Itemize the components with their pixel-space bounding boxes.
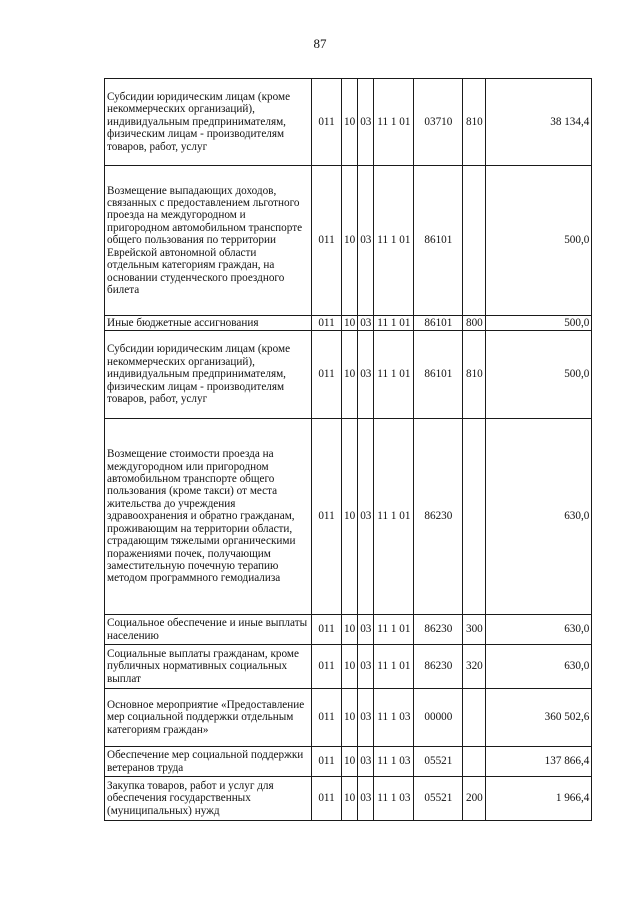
subsection-code: 03 [358, 166, 374, 316]
amount: 500,0 [486, 316, 592, 331]
program-code: 11 1 01 [374, 166, 414, 316]
ministry-code: 011 [312, 419, 342, 615]
table-row [105, 166, 592, 316]
table-row [105, 645, 592, 689]
expense-type-code: 200 [463, 777, 486, 821]
ministry-code: 011 [312, 689, 342, 747]
section-code: 10 [342, 645, 358, 689]
ministry-code: 011 [312, 166, 342, 316]
budget-table [104, 78, 592, 821]
section-code: 10 [342, 419, 358, 615]
program-code: 11 1 01 [374, 419, 414, 615]
subsection-code: 03 [358, 419, 374, 615]
table-row [105, 777, 592, 821]
amount: 630,0 [486, 615, 592, 645]
program-code: 11 1 03 [374, 777, 414, 821]
program-code: 11 1 03 [374, 689, 414, 747]
subsection-code: 03 [358, 615, 374, 645]
row-name: Возмещение стоимости проезда на междугородном или пригородном автомобильном транспорте общего пользования (кроме такси) от места жительства до учреждения здравоохранения и обратно гражданам, проживающим на территории области, страдающим тяжелыми органическими поражениями почек, получающим заместительную почечную терапию методом программного гемодиализа [105, 419, 312, 615]
table-row [105, 331, 592, 419]
section-code: 10 [342, 166, 358, 316]
section-code: 10 [342, 747, 358, 777]
section-code: 10 [342, 79, 358, 166]
program-code: 11 1 03 [374, 747, 414, 777]
subsection-code: 03 [358, 777, 374, 821]
table-row [105, 615, 592, 645]
expense-type-code: 320 [463, 645, 486, 689]
ministry-code: 011 [312, 747, 342, 777]
ministry-code: 011 [312, 79, 342, 166]
direction-code: 86101 [414, 166, 463, 316]
direction-code: 86101 [414, 316, 463, 331]
ministry-code: 011 [312, 331, 342, 419]
table-row [105, 747, 592, 777]
direction-code: 86230 [414, 419, 463, 615]
amount: 630,0 [486, 645, 592, 689]
subsection-code: 03 [358, 79, 374, 166]
row-name: Социальные выплаты гражданам, кроме публичных нормативных социальных выплат [105, 645, 312, 689]
expense-type-code [463, 747, 486, 777]
program-code: 11 1 01 [374, 79, 414, 166]
expense-type-code: 300 [463, 615, 486, 645]
row-name: Возмещение выпадающих доходов, связанных с предоставлением льготного проезда на междугородном и пригородном автомобильном транспорте общего пользования по территории Еврейской автономной области отдельным категориям граждан, на основании студенческого проездного билета [105, 166, 312, 316]
ministry-code: 011 [312, 777, 342, 821]
program-code: 11 1 01 [374, 331, 414, 419]
row-name: Обеспечение мер социальной поддержки ветеранов труда [105, 747, 312, 777]
row-name: Субсидии юридическим лицам (кроме некоммерческих организаций), индивидуальным предпринимателям, физическим лицам - производителям товаров, работ, услуг [105, 331, 312, 419]
section-code: 10 [342, 615, 358, 645]
table-row [105, 689, 592, 747]
program-code: 11 1 01 [374, 645, 414, 689]
table-row [105, 316, 592, 331]
amount: 630,0 [486, 419, 592, 615]
ministry-code: 011 [312, 615, 342, 645]
expense-type-code [463, 689, 486, 747]
direction-code: 86101 [414, 331, 463, 419]
section-code: 10 [342, 316, 358, 331]
direction-code: 05521 [414, 747, 463, 777]
row-name: Социальное обеспечение и иные выплаты населению [105, 615, 312, 645]
row-name: Субсидии юридическим лицам (кроме некоммерческих организаций), индивидуальным предпринимателям, физическим лицам - производителям товаров, работ, услуг [105, 79, 312, 166]
subsection-code: 03 [358, 689, 374, 747]
row-name: Основное мероприятие «Предоставление мер социальной поддержки отдельным категориям граждан» [105, 689, 312, 747]
direction-code: 05521 [414, 777, 463, 821]
expense-type-code [463, 419, 486, 615]
subsection-code: 03 [358, 316, 374, 331]
section-code: 10 [342, 777, 358, 821]
direction-code: 03710 [414, 79, 463, 166]
ministry-code: 011 [312, 316, 342, 331]
direction-code: 86230 [414, 645, 463, 689]
expense-type-code [463, 166, 486, 316]
ministry-code: 011 [312, 645, 342, 689]
program-code: 11 1 01 [374, 615, 414, 645]
amount: 1 966,4 [486, 777, 592, 821]
table-row [105, 419, 592, 615]
expense-type-code: 810 [463, 331, 486, 419]
amount: 500,0 [486, 331, 592, 419]
amount: 38 134,4 [486, 79, 592, 166]
direction-code: 86230 [414, 615, 463, 645]
table-row [105, 79, 592, 166]
subsection-code: 03 [358, 331, 374, 419]
amount: 500,0 [486, 166, 592, 316]
subsection-code: 03 [358, 747, 374, 777]
expense-type-code: 810 [463, 79, 486, 166]
expense-type-code: 800 [463, 316, 486, 331]
section-code: 10 [342, 689, 358, 747]
direction-code: 00000 [414, 689, 463, 747]
amount: 137 866,4 [486, 747, 592, 777]
section-code: 10 [342, 331, 358, 419]
subsection-code: 03 [358, 645, 374, 689]
program-code: 11 1 01 [374, 316, 414, 331]
page-number: 87 [313, 36, 327, 51]
row-name: Закупка товаров, работ и услуг для обеспечения государственных (муниципальных) нужд [105, 777, 312, 821]
amount: 360 502,6 [486, 689, 592, 747]
row-name: Иные бюджетные ассигнования [105, 316, 312, 331]
